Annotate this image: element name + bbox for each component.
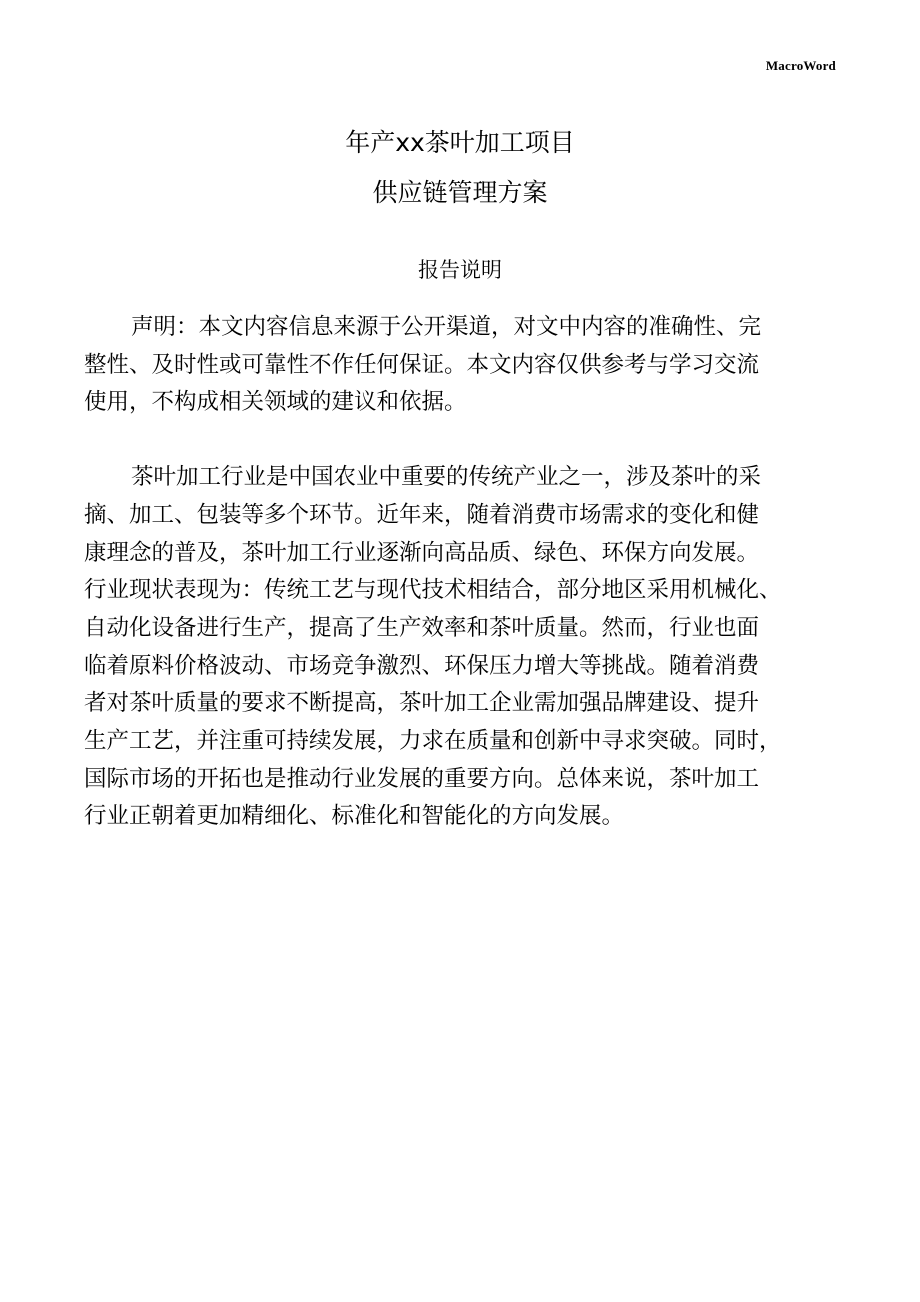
title-line-1: 年产xx茶叶加工项目 bbox=[345, 128, 575, 157]
paragraph-line: 行业现状表现为：传统工艺与现代技术相结合，部分地区采用机械化、 bbox=[84, 577, 782, 604]
report-body bbox=[84, 309, 844, 836]
disclaimer-paragraph bbox=[84, 309, 844, 422]
paragraph-line: 生产工艺，并注重可持续发展，力求在质量和创新中寻求突破。同时， bbox=[84, 728, 782, 755]
paragraph-line: 者对茶叶质量的要求不断提高，茶叶加工企业需加强品牌建设、提升 bbox=[84, 690, 760, 717]
paragraph-line: 自动化设备进行生产，提高了生产效率和茶叶质量。然而，行业也面 bbox=[84, 614, 760, 641]
paragraph-line: 行业正朝着更加精细化、标准化和智能化的方向发展。 bbox=[84, 803, 625, 830]
paragraph-spacer bbox=[84, 422, 844, 459]
title-line-2: 供应链管理方案 bbox=[372, 178, 548, 207]
paragraph-line: 国际市场的开拓也是推动行业发展的重要方向。总体来说，茶叶加工 bbox=[84, 765, 760, 792]
industry-paragraph bbox=[84, 459, 844, 836]
paragraph-line: 声明：本文内容信息来源于公开渠道，对文中内容的准确性、完 bbox=[131, 314, 762, 340]
paragraph-line: 使用，不构成相关领域的建议和依据。 bbox=[84, 389, 467, 416]
paragraph-line: 茶叶加工行业是中国农业中重要的传统产业之一，涉及茶叶的采 bbox=[131, 464, 762, 491]
paragraph-line: 临着原料价格波动、市场竞争激烈、环保压力增大等挑战。随着消费 bbox=[84, 652, 760, 679]
header-brand: MacroWord bbox=[765, 58, 836, 73]
paragraph-line: 摘、加工、包装等多个环节。近年来，随着消费市场需求的变化和健 bbox=[84, 501, 760, 528]
document-title bbox=[0, 118, 920, 218]
section-heading: 报告说明 bbox=[418, 258, 502, 282]
paragraph-line: 整性、及时性或可靠性不作任何保证。本文内容仅供参考与学习交流 bbox=[84, 351, 760, 378]
paragraph-line: 康理念的普及，茶叶加工行业逐渐向高品质、绿色、环保方向发展。 bbox=[84, 539, 760, 566]
